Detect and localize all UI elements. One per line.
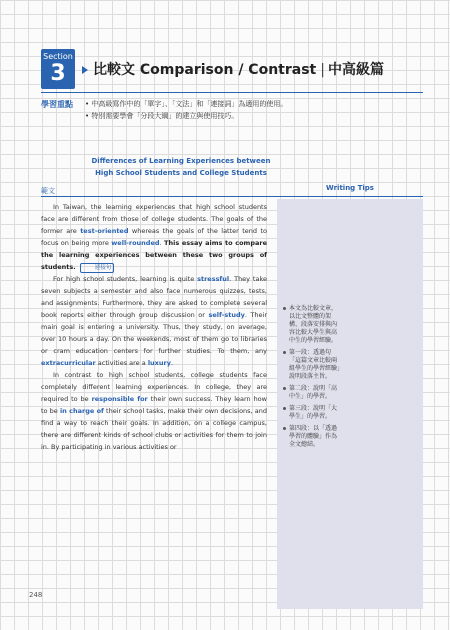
header-rule <box>41 92 423 93</box>
text: . They take seven subjects a semester and also face numerous quizzes, tests, and assignments. Furthermore, they are asked to complete several book reports either through group discussion or <box>41 275 267 319</box>
section-number: 3 <box>50 61 66 86</box>
essay-paragraph-2 <box>41 273 267 369</box>
title-divider: | <box>320 62 325 78</box>
essay-column-label: 範文 <box>41 187 55 195</box>
essay-title: Differences of Learning Experiences between High School Students and College Students <box>91 157 271 177</box>
text: In contrast to high school students, college students face completely different learning experiences. In college, they are required to be <box>41 371 267 403</box>
keyword: extracurricular <box>41 359 96 367</box>
level-text: 中高級篇 <box>327 62 384 78</box>
text: . Their main goal is entering a university. Thus, they study, on average, over 10 hours a day. On the weekends, most of them go to libraries or cram education centers for further studies. To them, any <box>41 311 268 355</box>
text: their school tasks, make their own decisions, and find a way to reach their goals. In addition, on a college campus, there are different kinds of school clubs or activities for them to join in. By participating in various activities or <box>41 407 267 451</box>
text: their own success. They learn how to be <box>41 395 267 415</box>
tip-item: 本文為比較文章，以比文整體的架構、段落安排與內容比較大學生與高中生的學習經驗。 <box>283 305 341 345</box>
text: . <box>170 359 174 367</box>
section-badge <box>41 49 75 89</box>
essay-paragraph-1 <box>41 201 267 273</box>
text: activities are a <box>95 359 148 367</box>
keyword: well-rounded <box>111 239 160 247</box>
page-title <box>93 59 384 79</box>
tips-column <box>277 199 423 609</box>
keyword: in charge of <box>59 407 104 415</box>
page <box>27 49 427 609</box>
table-header-rule <box>41 196 423 197</box>
essay-paragraph-3 <box>41 369 267 453</box>
essay-body <box>41 201 267 453</box>
tip-item: 第二段：說明「高中生」的學習。 <box>283 385 341 401</box>
keyword: luxury <box>147 359 171 367</box>
tip-item: 第四段：以「透過學習的體驗」作為全文總結。 <box>283 425 341 449</box>
tip-item: 第一段：透過句「這篇文章比較兩組學生的學習經驗」說明段落主旨。 <box>283 349 341 381</box>
tips-column-label: Writing Tips <box>326 184 374 192</box>
title-text: 比較文 Comparison / Contrast <box>93 62 317 78</box>
learning-points-list <box>85 98 287 122</box>
note-tag: 連接句 <box>80 263 115 273</box>
text: . <box>159 239 165 247</box>
thesis-statement: This essay aims to compare the learning experiences between these two groups of students. <box>41 239 267 271</box>
text: In Taiwan, the learning experiences that high school students face are different from those of college students. The goals of the former are <box>41 203 267 235</box>
keyword: test-oriented <box>80 227 129 235</box>
text: whereas the goals of the latter tend to focus on being more <box>41 227 267 247</box>
learning-point: • 中高級寫作中的「單字」、「文法」和「連接詞」為適用的使用。 <box>85 98 287 110</box>
keyword: stressful <box>197 275 230 283</box>
keyword: self-study <box>208 311 245 319</box>
text: For high school students, learning is quite <box>53 275 198 283</box>
keyword: responsible for <box>91 395 148 403</box>
learning-points-label: 學習重點 <box>41 100 73 109</box>
learning-point: • 特別需要學會「分段大綱」的建立與使用技巧。 <box>85 110 287 122</box>
page-number: 248 <box>29 591 43 599</box>
tips-list <box>283 305 341 453</box>
tip-item: 第三段：說明「大學生」的學習。 <box>283 405 341 421</box>
section-label: Section <box>43 52 73 61</box>
triangle-icon <box>82 66 88 74</box>
